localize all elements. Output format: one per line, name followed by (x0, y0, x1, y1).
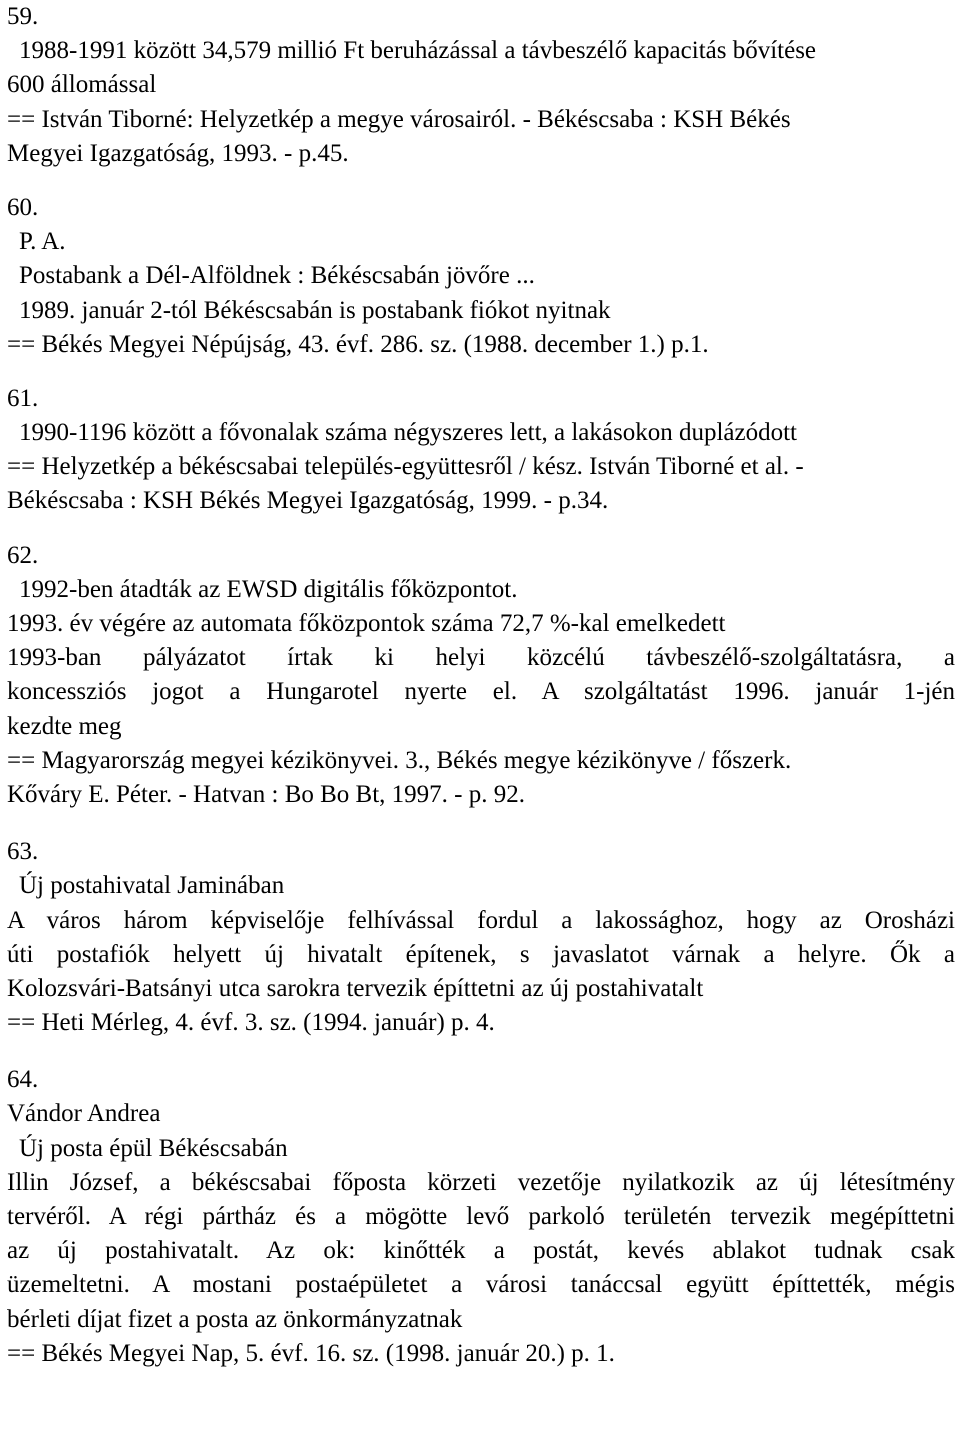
entry-text-line: 1992-ben átadták az EWSD digitális főközpontot. (19, 575, 518, 603)
entry-text-line: 1990-1196 között a fővonalak száma négyszeres lett, a lakásokon duplázódott (19, 419, 798, 447)
entry-text-line: úti postafiók helyett új hivatalt építenek, s javaslatot várnak a helyre. Ők a (7, 940, 955, 968)
entry-author: Vándor Andrea (7, 1100, 161, 1128)
entry-text-line: 1988-1991 között 34,579 millió Ft beruházással a távbeszélő kapacitás bővítése (19, 37, 817, 65)
entry-number: 61. (7, 384, 39, 412)
entry-59 (7, 0, 955, 171)
entry-spacer (7, 812, 955, 835)
entry-author: P. A. (19, 228, 66, 256)
entry-number: 60. (7, 193, 39, 221)
citation-line: Kőváry E. Péter. - Hatvan : Bo Bo Bt, 1997. - p. 92. (7, 780, 525, 808)
entry-number: 62. (7, 541, 39, 569)
entry-text-line: Kolozsvári-Batsányi utca sarokra tervezik építtetni az új postahivatalt (7, 974, 704, 1002)
entry-text-line: az új postahivatalt. Az ok: kinőtték a postát, kevés ablakot tudnak csak (7, 1237, 955, 1265)
entry-number: 64. (7, 1066, 39, 1094)
entry-spacer (7, 519, 955, 539)
citation-line: == István Tiborné: Helyzetkép a megye városairól. - Békéscsaba : KSH Békés (7, 105, 791, 133)
entry-spacer (7, 171, 955, 191)
document-page (7, 0, 955, 1371)
entry-63 (7, 835, 955, 1040)
entry-number: 63. (7, 838, 39, 866)
entry-text-line: Illin József, a békéscsabai főposta körzeti vezetője nyilatkozik az új létesítmény (7, 1168, 955, 1196)
entry-text-line: 1989. január 2-tól Békéscsabán is postabank fiókot nyitnak (19, 296, 611, 324)
citation-line: Békéscsaba : KSH Békés Megyei Igazgatóság, 1999. - p.34. (7, 487, 609, 515)
entry-62 (7, 539, 955, 813)
citation-line: Megyei Igazgatóság, 1993. - p.45. (7, 139, 349, 167)
entry-text-line: bérleti díjat fizet a posta az önkormányzatnak (7, 1305, 463, 1333)
entry-number: 59. (7, 3, 39, 30)
entry-text-line: koncessziós jogot a Hungarotel nyerte el. A szolgáltatást 1996. január 1-jén (7, 678, 955, 706)
entry-text-line: üzemeltetni. A mostani postaépületet a városi tanáccsal együtt építtették, mégis (7, 1271, 955, 1299)
entry-60 (7, 191, 955, 362)
citation-line: == Heti Mérleg, 4. évf. 3. sz. (1994. január) p. 4. (7, 1009, 495, 1037)
citation-line: == Békés Megyei Népújság, 43. évf. 286. sz. (1988. december 1.) p.1. (7, 330, 709, 358)
entry-text-line: tervéről. A régi pártház és a mögötte levő parkoló területén tervezik megépíttetni (7, 1203, 955, 1230)
entry-text-line: A város három képviselője felhívással fordul a lakossághoz, hogy az Orosházi (7, 906, 955, 934)
citation-line: == Békés Megyei Nap, 5. évf. 16. sz. (1998. január 20.) p. 1. (7, 1339, 615, 1367)
entry-title: Új postahivatal Jaminában (19, 872, 285, 900)
entry-text-line: 600 állomással (7, 71, 157, 99)
entry-spacer (7, 362, 955, 382)
entry-text-line: 1993-ban pályázatot írtak ki helyi közcélú távbeszélő-szolgáltatásra, a (7, 644, 955, 672)
entry-61 (7, 382, 955, 519)
citation-line: == Magyarország megyei kézikönyvei. 3., Békés megye kézikönyve / főszerk. (7, 746, 792, 774)
citation-line: == Helyzetkép a békéscsabai település-együttesről / kész. István Tiborné et al. - (7, 453, 804, 481)
entry-spacer (7, 1040, 955, 1063)
entry-title: Új posta épül Békéscsabán (19, 1134, 288, 1162)
entry-text-line: kezdte meg (7, 712, 122, 740)
entry-text-line: 1993. év végére az automata főközpontok száma 72,7 %-kal emelkedett (7, 610, 726, 637)
entry-title: Postabank a Dél-Alföldnek : Békéscsabán jövőre ... (19, 262, 535, 290)
entry-64 (7, 1063, 955, 1371)
